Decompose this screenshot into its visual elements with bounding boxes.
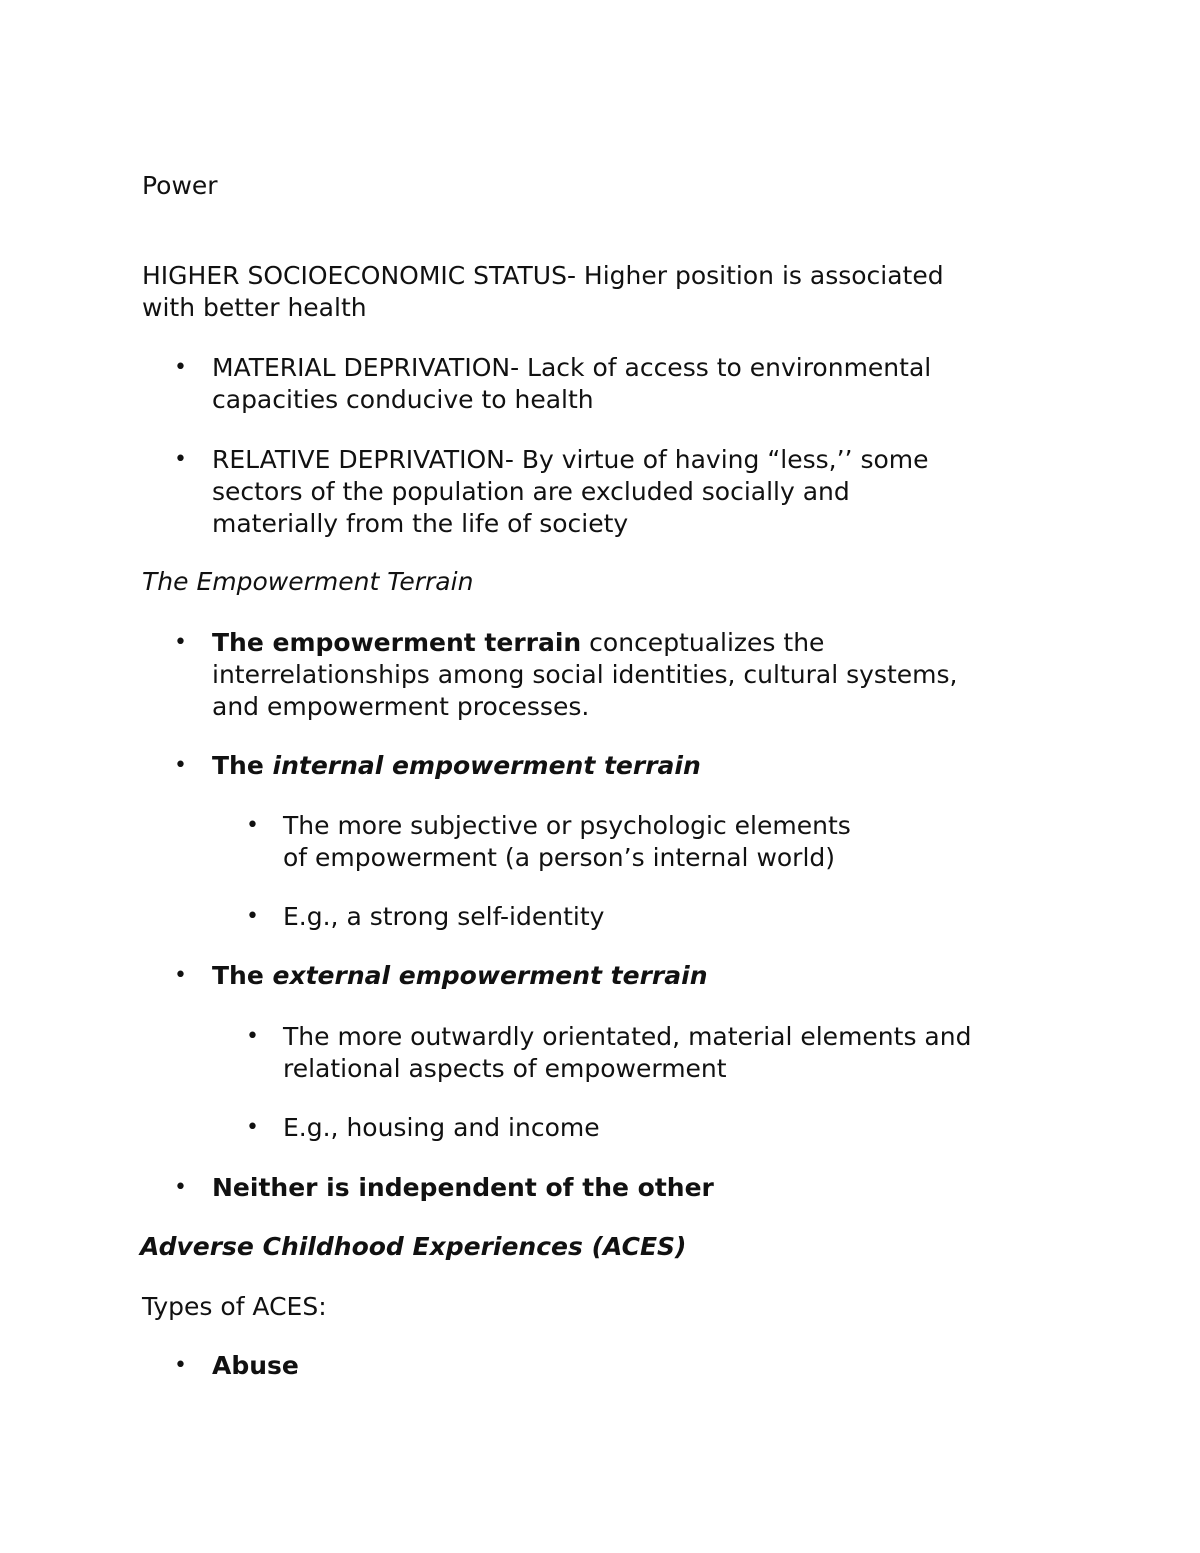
bullet-icon: •	[174, 355, 187, 380]
aces-type-abuse: Abuse	[212, 1351, 299, 1380]
power-heading: Power	[142, 171, 218, 200]
bullet-icon: •	[174, 753, 187, 778]
external-subitem-1-line1: The more outwardly orientated, material elements and	[283, 1022, 972, 1051]
bullet-icon: •	[246, 904, 259, 929]
internal-terrain-item	[212, 750, 701, 782]
internal-terrain-term: internal empowerment terrain	[272, 751, 701, 780]
aces-types-label: Types of ACES:	[142, 1292, 327, 1321]
bullet-icon: •	[174, 963, 187, 988]
relative-deprivation-line1: RELATIVE DEPRIVATION- By virtue of having “less,’’ some	[212, 445, 929, 474]
bullet-icon: •	[246, 813, 259, 838]
empowerment-definition-line1	[212, 627, 824, 659]
ses-paragraph-line2: with better health	[142, 293, 367, 322]
empowerment-terrain-heading: The Empowerment Terrain	[142, 567, 474, 596]
empowerment-term: The empowerment terrain	[212, 628, 582, 657]
neither-independent-item: Neither is independent of the other	[212, 1173, 714, 1202]
external-subitem-2: E.g., housing and income	[283, 1113, 600, 1142]
relative-deprivation-line2: sectors of the population are excluded socially and	[212, 477, 850, 506]
internal-subitem-1-line2: of empowerment (a person’s internal world)	[283, 843, 836, 872]
external-terrain-item	[212, 960, 708, 992]
relative-deprivation-line3: materially from the life of society	[212, 509, 629, 538]
internal-subitem-1-line1: The more subjective or psychologic elements	[283, 811, 851, 840]
external-terrain-term: external empowerment terrain	[272, 961, 708, 990]
external-terrain-prefix: The	[212, 961, 273, 990]
empowerment-definition-text: conceptualizes the	[581, 628, 825, 657]
material-deprivation-line2: capacities conducive to health	[212, 385, 594, 414]
external-subitem-1-line2: relational aspects of empowerment	[283, 1054, 727, 1083]
bullet-icon: •	[174, 630, 187, 655]
bullet-icon: •	[174, 447, 187, 472]
empowerment-definition-line2: interrelationships among social identities, cultural systems,	[212, 660, 958, 689]
material-deprivation-line1: MATERIAL DEPRIVATION- Lack of access to environmental	[212, 353, 932, 382]
empowerment-definition-line3: and empowerment processes.	[212, 692, 590, 721]
bullet-icon: •	[174, 1353, 187, 1378]
internal-terrain-prefix: The	[212, 751, 273, 780]
bullet-icon: •	[246, 1115, 259, 1140]
bullet-icon: •	[246, 1024, 259, 1049]
bullet-icon: •	[174, 1175, 187, 1200]
aces-heading: Adverse Childhood Experiences (ACES)	[140, 1232, 687, 1261]
ses-paragraph-line1: HIGHER SOCIOECONOMIC STATUS- Higher position is associated	[142, 261, 944, 290]
internal-subitem-2: E.g., a strong self-identity	[283, 902, 605, 931]
